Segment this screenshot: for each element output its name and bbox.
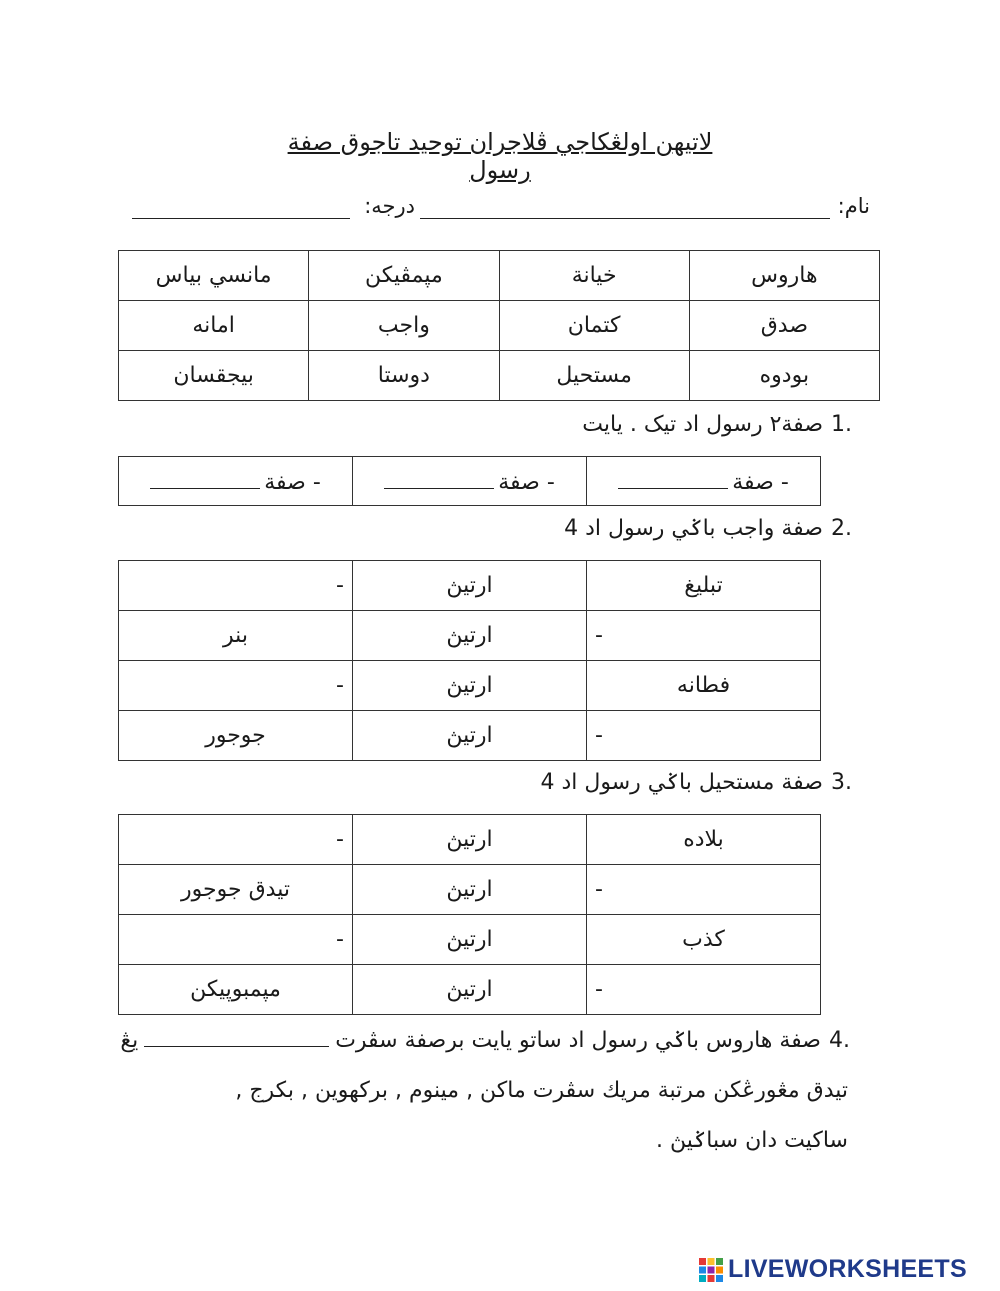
name-label: نام: (837, 194, 870, 218)
table-cell: كذب (587, 915, 821, 965)
table-cell: ارتيڽ (353, 661, 587, 711)
table-cell: ارتيڽ (353, 611, 587, 661)
answer-blank[interactable] (144, 1024, 329, 1047)
q2-table (118, 560, 821, 761)
answer-cell: - صفة (587, 457, 821, 506)
table-cell: واجب (309, 301, 499, 351)
table-cell: ارتيڽ (353, 965, 587, 1015)
table-cell: تبليغ (587, 561, 821, 611)
answer-blank[interactable] (150, 468, 260, 489)
table-cell: ارتيڽ (353, 865, 587, 915)
table-cell: صدق (689, 301, 879, 351)
question-text-suffix: يڠ (120, 1028, 139, 1053)
table-cell: كتمان (499, 301, 689, 351)
table-cell: دوستا (309, 351, 499, 401)
table-cell: بلاده (587, 815, 821, 865)
table-cell: ارتيڽ (353, 915, 587, 965)
question-number: 4. (829, 1028, 850, 1053)
answer-cell[interactable]: - (119, 815, 353, 865)
grade-label: درجه: (364, 194, 415, 218)
table-cell: خيانة (499, 251, 689, 301)
q3-table (118, 814, 821, 1015)
answer-cell: - صفة (353, 457, 587, 506)
question-3 (541, 770, 853, 795)
answer-blank[interactable] (618, 468, 728, 489)
answer-blank[interactable] (384, 468, 494, 489)
table-row (119, 251, 880, 301)
table-row (119, 561, 821, 611)
table-cell: مانسي بياس (119, 251, 309, 301)
answer-cell[interactable]: - (119, 561, 353, 611)
table-row (119, 301, 880, 351)
name-field[interactable] (420, 218, 830, 219)
table-cell: هاروس (689, 251, 879, 301)
question-number: 1. (831, 412, 852, 437)
table-row (119, 661, 821, 711)
table-row (119, 351, 880, 401)
question-4 (118, 1016, 850, 1166)
table-cell: بيجقسان (119, 351, 309, 401)
table-cell: امانه (119, 301, 309, 351)
question-2 (564, 516, 852, 541)
table-cell: بودوه (689, 351, 879, 401)
table-row (119, 457, 821, 506)
question-4-line-2: تيدق مڠورڠكن مرتبة مريك سڤرت ماكن , مينوم , بركهوين , بكرج , (235, 1078, 848, 1103)
answer-cell: - صفة (119, 457, 353, 506)
answer-cell[interactable]: - (587, 711, 821, 761)
answer-cell[interactable]: - (587, 865, 821, 915)
table-cell: ارتيڽ (353, 815, 587, 865)
question-number: 2. (831, 516, 852, 541)
question-text: صفة٢ رسول اد تيک . يايت (582, 412, 823, 437)
table-cell: مپمڤيكن (309, 251, 499, 301)
question-text: صفة مستحيل باݢي رسول اد 4 (540, 770, 823, 795)
logo-text: LIVEWORKSHEETS (728, 1255, 967, 1283)
table-row (119, 915, 821, 965)
table-row (119, 815, 821, 865)
table-cell: تيدق جوجور (119, 865, 353, 915)
table-row (119, 611, 821, 661)
table-cell: مستحيل (499, 351, 689, 401)
answer-cell[interactable]: - (119, 661, 353, 711)
question-text: صفة واجب باݢي رسول اد 4 (564, 516, 823, 541)
page-title: لاتيهن اولڠكاجي ڤلاجران توحيد تاجوق صفة رسول (287, 128, 713, 184)
vocab-table (118, 250, 880, 401)
question-4-line-3: ساكيت دان سباݢيڽ . (656, 1128, 848, 1153)
liveworksheets-logo (698, 1255, 994, 1285)
table-cell: ارتيڽ (353, 561, 587, 611)
grade-field[interactable] (132, 218, 350, 219)
question-number: 3. (831, 770, 852, 795)
liveworksheets-logo-icon (698, 1257, 724, 1283)
table-row (119, 965, 821, 1015)
answer-cell[interactable]: - (587, 611, 821, 661)
answer-cell[interactable]: - (119, 915, 353, 965)
table-cell: مپمبوڽيكن (119, 965, 353, 1015)
table-cell: جوجور (119, 711, 353, 761)
table-cell: فطانه (587, 661, 821, 711)
question-text: صفة هاروس باݢي رسول اد ساتو يايت برصفة سڤرت (335, 1028, 821, 1053)
answer-cell[interactable]: - (587, 965, 821, 1015)
table-cell: بنر (119, 611, 353, 661)
table-row (119, 711, 821, 761)
q1-answer-table (118, 456, 821, 506)
name-grade-line (130, 194, 870, 228)
table-cell: ارتيڽ (353, 711, 587, 761)
question-4-line-1 (118, 1016, 850, 1066)
question-1 (582, 412, 852, 437)
table-row (119, 865, 821, 915)
